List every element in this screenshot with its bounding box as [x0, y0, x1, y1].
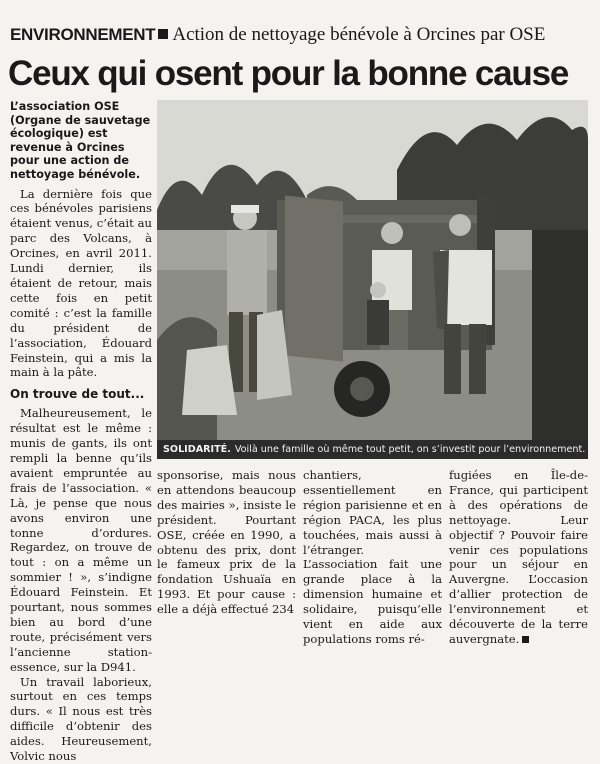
volunteers-photo-image: [157, 100, 588, 440]
article-headline: Ceux qui osent pour la bonne cause: [8, 54, 569, 93]
article-paragraph-3: Un travail laborieux, surtout en ces temps durs. « Il nous est très difficile d’obtenir des aides. Heureusement, Volvic nous: [10, 674, 152, 764]
section-rubric: ENVIRONNEMENT: [10, 25, 156, 44]
article-column-3-text: chantiers, essentiellement en région parisienne et en région PACA, les plus touchées, mais aussi à l’étranger. L’association fait une grande place à la dimension humaine et solidaire, puisqu’elle vient en aide aux populations roms ré-: [303, 468, 442, 646]
article-column-4-text: fugiées en Île-de-France, qui participent à des opérations de nettoyage. Leur objectif ? Pouvoir faire venir ces populations pour un séjour en Auvergne. L’occasion d’allier protection de l’environnement et découverte de la terre auvergnate.: [449, 468, 588, 646]
article-column-2-text: sponsorise, mais nous en attendons beaucoup des mairies », insiste le président. Pourtant OSE, créée en 1990, a obtenu des prix, dont le fameux prix de la fondation Ushuaïa en 1993. Et pour cause : elle a déjà effectué 234: [157, 468, 296, 617]
article-paragraph-1: La dernière fois que ces bénévoles parisiens étaient venus, c’était au parc des Volcans, à Orcines, en avril 2011. Lundi dernier, ils étaient de retour, mais cette fois en petit comité : c’est la famille du président de l’association, Édouard Feinstein, qui a mis la main à la pâte.: [10, 186, 152, 380]
article-paragraph-2: Malheureusement, le résultat est le même : munis de gants, ils ont rempli la benne qu’ils avaient empruntée au frais de l’association. « Là, je pense que nous avons environ une tonne d’ordures. Regardez, on trouve de tout : on a même un sommier ! », s’indigne Édouard Feinstein. Et pourtant, nous sommes bien au bord d’une route, précisément vers l’ancienne station-essence, sur la D941.: [10, 406, 152, 674]
article-subheading: On trouve de tout...: [10, 387, 145, 402]
article-column-3: [303, 468, 442, 646]
end-mark-icon: [522, 636, 529, 643]
article-kicker: [10, 24, 590, 50]
kicker-square-icon: [158, 29, 168, 39]
caption-label: SOLIDARITÉ.: [163, 444, 231, 455]
caption-text: Voilà une famille où même tout petit, on s’investit pour l’environnement.: [234, 444, 586, 455]
article-lead: L’association OSE (Organe de sauvetage écologique) est revenue à Orcines pour une action de nettoyage bénévole.: [10, 100, 151, 181]
article-column-4: [449, 468, 588, 646]
photo-caption: [157, 440, 588, 459]
article-column-2: [157, 468, 296, 617]
article-photo: [157, 100, 588, 440]
kicker-subject: Action de nettoyage bénévole à Orcines par OSE: [172, 24, 546, 45]
article-column-1: [10, 100, 152, 764]
